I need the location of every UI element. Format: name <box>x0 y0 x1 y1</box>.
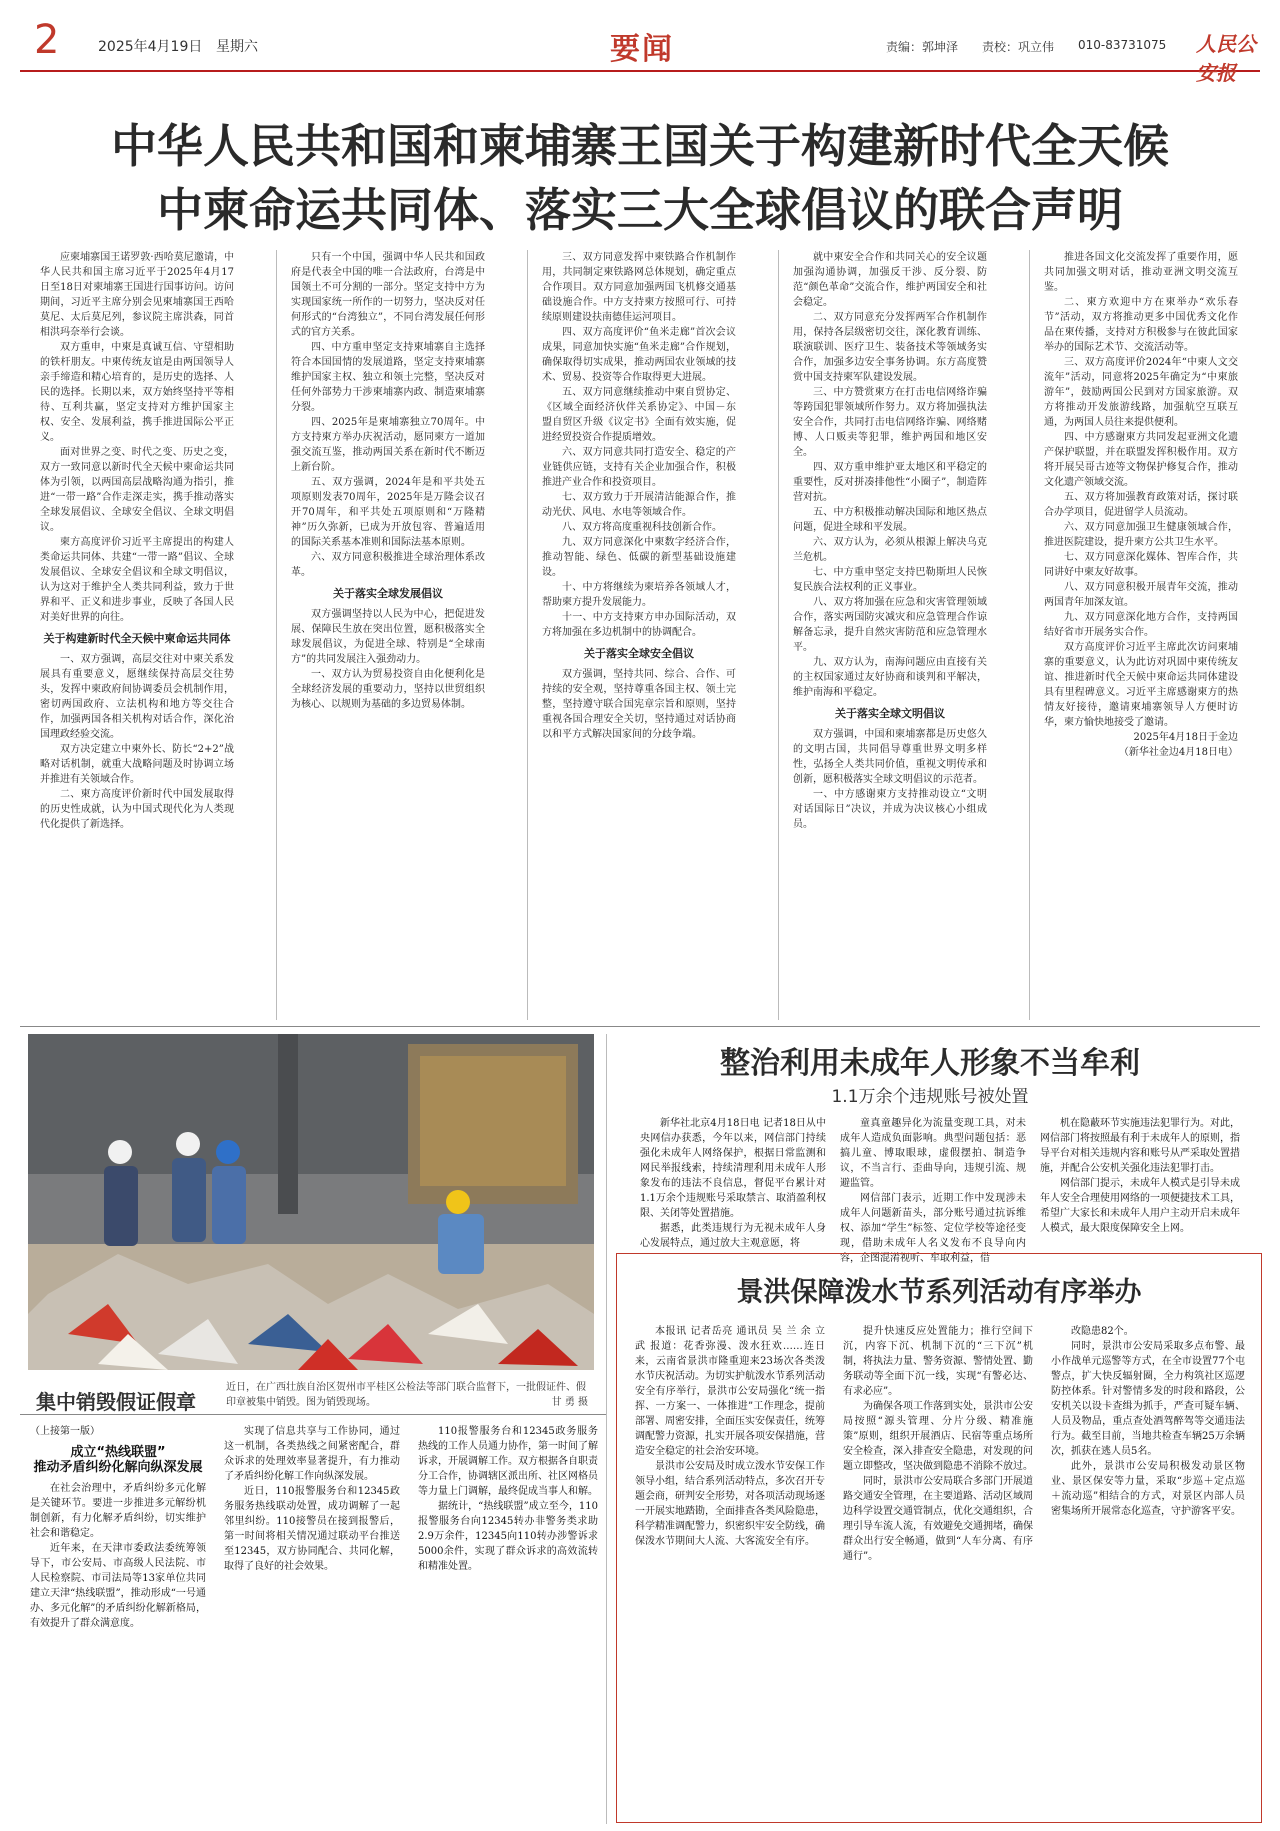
continuation-column-3 <box>418 1424 598 1824</box>
paragraph: 双方决定建立中柬外长、防长“2+2”战略对话机制，就重大战略问题及时协调立场并推进有关领域合作。 <box>40 744 234 785</box>
paragraph: 三、双方高度评价2024年“中柬人文交流年”活动，同意将2025年确定为“中柬旅游年”，鼓励两国公民到对方国家旅游。双方将推动开发旅游线路，加强航空互联互通，为两国人员往来提供便利。 <box>1044 357 1238 428</box>
paragraph: 四、双方重申维护亚太地区和平稳定的重要性，反对拼凑排他性“小圈子”，制造阵营对抗。 <box>793 462 987 503</box>
paragraph: 七、双方同意深化媒体、智库合作，共同讲好中柬友好故事。 <box>1044 552 1238 578</box>
issue-weekday: 星期六 <box>216 39 258 55</box>
main-column-3 <box>542 250 736 1020</box>
paragraph: 一、中方感谢柬方支持推动设立“文明对话国际日”决议，并成为决议核心小组成员。 <box>793 789 987 830</box>
paragraph: 九、双方认为，南海问题应由直接有关的主权国家通过友好协商和谈判和平解决，维护南海和平稳定。 <box>793 657 987 698</box>
article3-column-3 <box>1051 1324 1245 1814</box>
paragraph: 本报讯 记者岳亮 通讯员 吴 兰 余 立 武 报道：花香弥漫、泼水狂欢……连日来，云南省景洪市隆重迎来23场次各类泼水节庆祝活动。为切实护航泼水节系列活动安全有序举行，景洪市公安局强化“统一指挥、一方案一、一体推进”工作理念，提前部署、周密安排，全面压实安保责任，统筹调配警力资源，扎实开展各项安保措施，营造安全稳定的社会治安环境。 <box>635 1326 825 1457</box>
paragraph: 机在隐蔽环节实施违法犯罪行为。对此，网信部门将按照最有利于未成年人的原则，指导平台对相关违规内容和账号从严采取处置措施，并配合公安机关强化违法犯罪打击。 <box>1040 1118 1240 1174</box>
paragraph: 双方高度评价习近平主席此次访问柬埔寨的重要意义，认为此访对巩固中柬传统友谊、推进新时代全天候中柬命运共同体建设具有里程碑意义。习近平主席感谢柬方的热情友好接待，邀请柬埔寨领导人方便时访华，柬方愉快地接受了邀请。 <box>1044 642 1238 728</box>
paragraph: 四、2025年是柬埔寨独立70周年。中方支持柬方举办庆祝活动，愿同柬方一道加强交流互鉴，推动两国关系在新时代不断迈上新台阶。 <box>291 417 485 473</box>
section-subheading: 关于落实全球文明倡议 <box>835 707 945 720</box>
paragraph: 六、双方同意积极推进全球治理体系改革。 <box>291 552 485 578</box>
paragraph: 三、双方同意发挥中柬铁路合作机制作用，共同制定柬铁路网总体规划，确定重点合作项目。双方同意加强两国飞机修交通基础设施合作。中方支持柬方按照可行、可持续原则建设扶南德佳运河项目。 <box>542 252 736 323</box>
paragraph: 一、双方强调，高层交往对中柬关系发展具有重要意义，愿继续保持高层交往势头，发挥中柬政府间协调委员会机制作用，密切两国政府、立法机构和地方等交往合作，加强两国各相关机构对话合作，深化治国理政经验交流。 <box>40 654 234 740</box>
main-column-2 <box>291 250 485 1020</box>
photo-credit: 甘 勇 摄 <box>551 1397 588 1408</box>
main-column-5 <box>1044 250 1238 1020</box>
paragraph: 网信部门提示，未成年人模式是引导未成年人安全合理使用网络的一项便捷技术工具，希望广大家长和未成年人用户主动开启未成年人模式，最大限度保障安全上网。 <box>1040 1178 1240 1234</box>
paragraph: 网信部门表示，近期工作中发现涉未成年人问题新苗头，部分账号通过抗诉维权、添加“学生”标签、定位学校等途径变现，借助未成年人名义发布不良导向内容，企图混淆视听、牟取利益，借 <box>840 1193 1026 1264</box>
paragraph: 二、双方同意充分发挥两军合作机制作用，保持各层级密切交往，深化教育训练、联演联训、医疗卫生、装备技术等领域务实合作，加强多边安全事务协调。东方高度赞赏中国支持柬军队建设发展。 <box>793 312 987 383</box>
continuation-from-label: （上接第一版） <box>30 1426 100 1437</box>
paragraph: 近年来，在天津市委政法委统筹领导下，市公安局、市高级人民法院、市人民检察院、市司法局等13家单位共同建立天津“热线联盟”，推动形成“一号通办、多元化解”的矛盾纠纷化解新格局，有效提升了群众满意度。 <box>30 1543 206 1629</box>
photo-illustration <box>28 1034 594 1370</box>
section-subheading: 关于落实全球安全倡议 <box>584 647 694 660</box>
paragraph: 五、双方将加强教育政策对话，探讨联合办学项目，促进留学人员流动。 <box>1044 492 1238 518</box>
paragraph: 提升快速反应处置能力；推行空间下沉，内容下沉、机制下沉的“三下沉”机制，将执法力量、警务资源、警情处置、勤务联动等全面下沉一线，实现“有警必达、有求必应”。 <box>843 1326 1033 1397</box>
article2-column-1 <box>640 1116 826 1249</box>
continuation-column-2 <box>224 1424 400 1824</box>
paragraph: 推进各国文化交流发挥了重要作用，愿共同加强文明对话，推动亚洲文明交流互鉴。 <box>1044 252 1238 293</box>
column-divider <box>606 1034 607 1824</box>
article3-column-2 <box>843 1324 1033 1814</box>
paragraph: 二、柬方高度评价新时代中国发展取得的历史性成就，认为中国式现代化为人类现代化提供了新选择。 <box>40 789 234 830</box>
paragraph: 四、双方高度评价“鱼米走廊”首次会议成果，同意加快实施“鱼米走廊”合作规划，确保取得切实成果，推动两国农业领域的技术、贸易、投资等合作取得更大进展。 <box>542 327 736 383</box>
main-article-body <box>40 250 1240 1020</box>
article3-box <box>616 1253 1262 1823</box>
paragraph: 双方重申，中柬是真诚互信、守望相助的铁杆朋友。中柬传统友谊是由两国领导人亲手缔造和精心培育的，是历史的选择、人民的选择。长期以来，双方始终坚持平等相待、互利共赢，坚定支持对方维护国家主权、安全、发展利益，携手推进国际公平正义。 <box>40 342 234 443</box>
paragraph: 童真童趣异化为流量变现工具，对未成年人造成负面影响。典型问题包括：恶搞儿童、博取眼球，虚假摆拍、制造争议，不当言行、歪曲导向，违规引流、规避监管。 <box>840 1118 1026 1189</box>
paragraph: 近日，110报警服务台和12345政务服务热线联动处置，成功调解了一起邻里纠纷。110接警员在接到报警后，第一时间将相关情况通过联动平台推送至12345，双方协同配合、共同化解，取得了良好的社会效果。 <box>224 1486 400 1572</box>
paragraph: 二、柬方欢迎中方在柬举办“欢乐春节”活动，双方将推动更多中国优秀文化作品在柬传播，支持对方积极参与在彼此国家举办的国际艺术节、交流活动等。 <box>1044 297 1238 353</box>
paragraph: 一、双方认为贸易投资自由化便利化是全球经济发展的重要动力，坚持以世贸组织为核心、以规则为基础的多边贸易体制。 <box>291 669 485 710</box>
section-divider <box>20 1026 1260 1027</box>
paragraph: 双方强调，坚持共同、综合、合作、可持续的安全观，坚持尊重各国主权、领土完整，坚持遵守联合国宪章宗旨和原则，坚持重视各国合理安全关切，坚持通过对话协商以和平方式解决国家间的分歧争端。 <box>542 669 736 740</box>
continuation-title-line-2: 推动矛盾纠纷化解向纵深发展 <box>33 1460 203 1475</box>
news-photo-destruction <box>28 1034 594 1370</box>
column-divider <box>276 250 277 1020</box>
continuation-title-line-1: 成立“热线联盟” <box>70 1445 166 1460</box>
main-column-4 <box>793 250 987 1020</box>
continuation-column-1-text <box>30 1481 206 1631</box>
photo-caption-text: 近日，在广西壮族自治区贺州市平桂区公检法等部门联合监督下，一批假证件、假印章被集中销毁。图为销毁现场。 <box>226 1382 586 1408</box>
paragraph: 在社会治理中，矛盾纠纷多元化解是关键环节。要进一步推进多元解纷机制创新，有力化解矛盾纠纷，切实维护社会和谐稳定。 <box>30 1483 206 1539</box>
page-header <box>20 14 1260 85</box>
paragraph: 柬方高度评价习近平主席提出的构建人类命运共同体、共建“一带一路”倡议、全球发展倡议、全球安全倡议和全球文明倡议，认为这对于维护全人类共同利益，致力于世界和平、正义和进步事业，反映了各国人民对美好世界的向往。 <box>40 537 234 623</box>
paragraph: 四、中方重申坚定支持柬埔寨自主选择符合本国国情的发展道路，坚定支持柬埔寨维护国家主权、独立和领土完整，坚决反对任何外部势力干涉柬埔寨内政、制造柬埔寨分裂。 <box>291 342 485 413</box>
main-headline <box>30 114 1250 242</box>
article2-title: 整治利用未成年人形象不当牟利 <box>720 1046 1140 1081</box>
paragraph: 八、双方将加强在应急和灾害管理领域合作，落实两国防灾减灾和应急管理合作谅解备忘录，提升自然灾害防范和应急管理水平。 <box>793 597 987 653</box>
paragraph: 七、中方重申坚定支持巴勒斯坦人民恢复民族合法权利的正义事业。 <box>793 567 987 593</box>
paragraph: 就中柬安全合作和共同关心的安全议题加强沟通协调，加强反干涉、反分裂、防范“颜色革命”交流合作，维护两国安全和社会稳定。 <box>793 252 987 308</box>
headline-line-2: 中柬命运共同体、落实三大全球倡议的联合声明 <box>157 183 1123 237</box>
article2-column-2 <box>840 1116 1026 1264</box>
paragraph: 据悉，此类违规行为无视未成年人身心发展特点，通过放大主观意愿，将 <box>640 1223 826 1249</box>
paragraph: 五、双方同意继续推动中柬自贸协定、《区域全面经济伙伴关系协定》、中国－东盟自贸区升级《议定书》全面有效实施，促进经贸投资合作提质增效。 <box>542 387 736 443</box>
masthead-logo: 人民公安报 <box>1196 32 1256 85</box>
article3-title: 景洪保障泼水节系列活动有序举办 <box>736 1277 1142 1308</box>
contact-phone: 010-83731075 <box>1078 38 1167 52</box>
paragraph: 七、双方致力于开展清洁能源合作，推动光伏、风电、水电等领域合作。 <box>542 492 736 518</box>
section-subheading: 关于构建新时代全天候中柬命运共同体 <box>43 632 231 645</box>
photo-caption-title: 集中销毁假证假章 <box>36 1390 196 1414</box>
paragraph: 新华社北京4月18日电 记者18日从中央网信办获悉，今年以来，网信部门持续强化未成年人网络保护，根据日常监测和网民举报线索，持续清理利用未成年人形象发布的违法不良信息，督促平台累计对1.1万余个违规账号采取禁言、取消盈利权限、关闭等处置措施。 <box>640 1118 826 1219</box>
paragraph: 面对世界之变、时代之变、历史之变，双方一致同意以新时代全天候中柬命运共同体为引领，以两国高层战略沟通为指引，推进“一带一路”合作走深走实，携手推动落实全球发展倡议、全球安全倡议、全球文明倡议。 <box>40 447 234 533</box>
section-subheading: 关于落实全球发展倡议 <box>333 587 443 600</box>
paragraph: 八、双方同意积极开展青年交流，推动两国青年加深友谊。 <box>1044 582 1238 608</box>
sign-date: 2025年4月18日于金边 <box>1133 732 1238 743</box>
paragraph: 九、双方同意深化中柬数字经济合作，推动智能、绿色、低碳的新型基础设施建设。 <box>542 537 736 578</box>
page-number: 2 <box>34 17 60 63</box>
editor-credit: 责编：郭坤泽 <box>886 40 959 54</box>
paragraph: 同时，景洪市公安局联合多部门开展道路交通安全管理，在主要道路、活动区域周边科学设置交通管制点，优化交通组织，合理引导车流人流，有效避免交通拥堵，确保群众出行安全畅通，做到“人车分离、有序通行”。 <box>843 1476 1033 1562</box>
continuation-column-1 <box>30 1424 206 1824</box>
proof-credit: 责校：巩立伟 <box>982 40 1055 54</box>
paragraph: 四、中方感谢柬方共同发起亚洲文化遗产保护联盟，并在联盟发挥积极作用。双方将开展吴哥古迹等文物保护修复合作，推动文化遗产领域交流。 <box>1044 432 1238 488</box>
paragraph: 110报警服务台和12345政务服务热线的工作人员通力协作，第一时间了解诉求，开展调解工作。双方根据各自职责分工合作，协调辖区派出所、社区网格员等力量上门调解，最终促成当事人和解。 <box>418 1426 598 1497</box>
column-divider <box>527 250 528 1020</box>
paragraph: 五、双方强调，2024年是和平共处五项原则发表70周年，2025年是万隆会议召开70周年，和平共处五项原则和“万隆精神”历久弥新，已成为开放包容、普遍适用的国际关系基本准则和国际法基本原则。 <box>291 477 485 548</box>
paragraph: 十一、中方支持柬方申办国际活动，双方将加强在多边机制中的协调配合。 <box>542 612 736 638</box>
issue-date: 2025年4月19日 <box>98 39 203 55</box>
paragraph: 只有一个中国，强调中华人民共和国政府是代表全中国的唯一合法政府，台湾是中国领土不可分割的一部分。坚定支持中方为实现国家统一所作的一切努力，坚决反对任何形式的“台湾独立”，不同台湾发展任何形式的官方关系。 <box>291 252 485 338</box>
paragraph: 同时，景洪市公安局采取多点布警、最小作战单元巡警等方式，在全市设置77个屯警点，扩大快反辐射圈，全力构筑社区巡逻防控体系。针对警情多发的时段和路段，公安机关以设卡查缉为抓手，严查可疑车辆、人员及物品，重点查处酒驾醉驾等交通违法行为。截至目前，当地共检查车辆25万余辆次，抓获在逃人员5名。 <box>1051 1341 1245 1457</box>
article3-column-1 <box>635 1324 825 1814</box>
paragraph: 改隐患82个。 <box>1071 1326 1134 1337</box>
paragraph: 双方强调，中国和柬埔寨都是历史悠久的文明古国，共同倡导尊重世界文明多样性，弘扬全人类共同价值，重视文明传承和创新，愿积极落实全球文明倡议的示范者。 <box>793 729 987 785</box>
article2-column-3 <box>1040 1116 1240 1234</box>
paragraph: 十、中方将继续为柬培养各领域人才，帮助柬方提升发展能力。 <box>542 582 736 608</box>
section-title: 要闻 <box>610 32 674 67</box>
column-divider <box>1029 250 1030 1020</box>
photo-caption <box>226 1380 588 1410</box>
paragraph: 据统计，“热线联盟”成立至今，110报警服务台向12345转办非警务类求助2.9万余件，12345向110转办涉警诉求5000余件，实现了群众诉求的高效流转和精准处置。 <box>418 1501 598 1572</box>
paragraph: 双方强调坚持以人民为中心，把促进发展、保障民生放在突出位置，愿积极落实全球发展倡议，为促进全球、特别是“全球南方”的共同发展注入强劲动力。 <box>291 609 485 665</box>
paragraph: 实现了信息共享与工作协同，通过这一机制，各类热线之间紧密配合，群众诉求的处理效率显著提升，有力推动了矛盾纠纷化解工作向纵深发展。 <box>224 1426 400 1482</box>
paragraph: 八、双方将高度重视科技创新合作。 <box>562 522 722 533</box>
main-column-5-text <box>1044 250 1238 730</box>
paragraph: 六、双方同意加强卫生健康领域合作，推进医院建设，提升柬方公共卫生水平。 <box>1044 522 1238 548</box>
paragraph: 为确保各项工作落到实处，景洪市公安局按照“源头管理、分片分级、精准施策”原则，组织开展酒店、民宿等重点场所安全检查，深入排查安全隐患，对发现的问题立即整改，坚决做到隐患不消除不放过。 <box>843 1401 1033 1472</box>
paragraph: 五、中方积极推动解决国际和地区热点问题，促进全球和平发展。 <box>793 507 987 533</box>
headline-line-1: 中华人民共和国和柬埔寨王国关于构建新时代全天候 <box>111 119 1169 173</box>
paragraph: 六、双方认为，必须从根源上解决乌克兰危机。 <box>793 537 987 563</box>
sign-source: （新华社金边4月18日电） <box>1118 747 1238 758</box>
article2-subtitle: 1.1万余个违规账号被处置 <box>831 1087 1029 1107</box>
main-column-1 <box>40 250 234 1020</box>
section-divider <box>20 1414 606 1415</box>
paragraph: 景洪市公安局及时成立泼水节安保工作领导小组，结合系列活动特点，多次召开专题会商，研判安全形势，对各项活动现场逐一开展实地踏勘，全面排查各类风险隐患，科学精准调配警力，织密织牢安全防线，确保泼水节期间大人流、大客流安全有序。 <box>635 1461 825 1547</box>
paragraph: 三、中方赞赏柬方在打击电信网络诈骗等跨国犯罪领域所作努力。双方将加强执法安全合作，共同打击电信网络诈骗、网络赌博、人口贩卖等犯罪，维护两国和地区安全。 <box>793 387 987 458</box>
paragraph: 应柬埔寨国王诺罗敦·西哈莫尼邀请，中华人民共和国主席习近平于2025年4月17日至18日对柬埔寨王国进行国事访问。访问期间，习近平主席分别会见柬埔寨国王西哈莫尼、太后莫尼列，参议院主席洪森，同首相洪玛奈举行会谈。 <box>40 252 234 338</box>
paragraph: 九、双方同意深化地方合作，支持两国结好省市开展务实合作。 <box>1044 612 1238 638</box>
paragraph: 此外，景洪市公安局积极发动景区物业、景区保安等力量，采取“步巡＋定点巡＋流动巡”相结合的方式，对景区内部人员密集场所开展常态化巡查，守护游客平安。 <box>1051 1461 1245 1517</box>
paragraph: 六、双方同意共同打造安全、稳定的产业链供应链，支持有关企业加强合作，积极推进产业合作和投资项目。 <box>542 447 736 488</box>
column-divider <box>778 250 779 1020</box>
